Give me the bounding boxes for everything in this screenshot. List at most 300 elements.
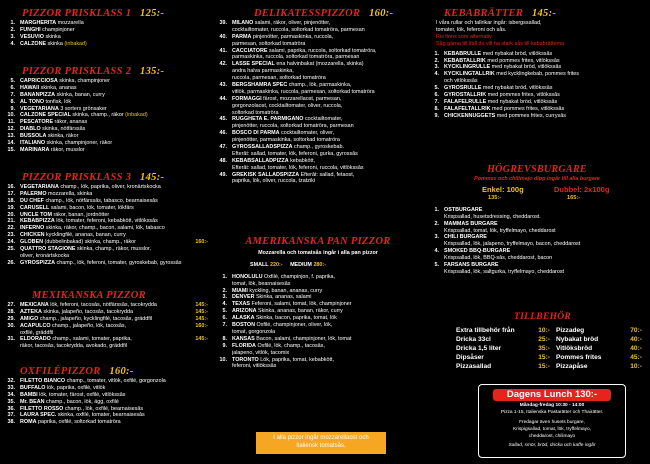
item-name: GREKISK SALLADSPIZZA	[232, 171, 300, 178]
item-number: 7.	[222, 322, 227, 329]
item-text	[20, 302, 212, 309]
item-name: Mr. BEAN	[20, 398, 45, 405]
item-number: 3.	[222, 294, 227, 301]
item-text	[232, 82, 424, 89]
item-desc: champinjoner	[40, 26, 75, 33]
item-desc: Krispsallad, husetsdressing, cheddarost.	[444, 213, 541, 220]
item-text	[20, 218, 212, 225]
menu-item	[0, 78, 212, 85]
item-desc: champ., lök, feferoni, tomater, gyroskebab, gyrossås	[55, 259, 182, 266]
menu-item	[212, 130, 424, 137]
item-name: MARGHERITA	[20, 20, 57, 26]
item-desc: paprika, oxfilé, soltorkad tomatröra	[36, 419, 121, 426]
item-name: MILANO	[232, 20, 254, 26]
item-name: CHICKEN	[20, 232, 45, 239]
item-desc: champ., salami, tomater, paprika,	[50, 336, 132, 343]
menu-item	[212, 274, 424, 281]
item-text	[232, 329, 424, 336]
item-text	[232, 103, 424, 110]
menu-item	[0, 343, 212, 350]
menu-item	[0, 119, 212, 126]
item-desc: kyckling, banan, ananas, curry	[247, 287, 323, 294]
menu-item	[424, 221, 650, 228]
menu-item	[0, 140, 212, 147]
item-name: MIAMI	[232, 287, 248, 294]
menu-item	[0, 99, 212, 106]
item-desc: feferoni, vitlökssås	[232, 363, 277, 370]
item-text	[232, 172, 424, 179]
item-extra: (inbakad)	[64, 40, 87, 47]
item-number: 24.	[7, 239, 15, 246]
kebab-note: Såg gärna till ifall du vill ha stark sås till kebabrätterna	[436, 40, 565, 47]
menu-item	[0, 133, 212, 140]
item-text	[232, 68, 424, 75]
item-text	[232, 363, 424, 370]
menu-item	[0, 378, 212, 385]
item-text	[444, 99, 650, 106]
menu-item	[424, 262, 650, 269]
tillbehor-name: Pizzadeg	[556, 327, 585, 334]
item-desc: räkor, musslor	[49, 146, 85, 153]
item-name: QUATTRO STAGIONE	[20, 246, 76, 253]
item-desc: med pommes frites, vitlökssås	[490, 105, 565, 112]
item-text	[20, 106, 212, 113]
item-number: 34.	[7, 391, 15, 398]
menu-item	[424, 58, 650, 65]
section-oxfile	[0, 366, 212, 426]
title-text: PIZZOR PRISKLASS 3	[22, 172, 132, 183]
item-name: SMOKED BBQ-BURGARE	[444, 248, 511, 255]
item-number: 15.	[7, 146, 15, 153]
menu-item	[0, 112, 212, 119]
item-text	[232, 274, 424, 281]
item-desc: skinka, nötfärssås	[40, 126, 86, 133]
item-desc: skinka	[43, 33, 61, 40]
item-text	[20, 406, 212, 413]
item-desc: parmaskinka, ruccola, soltorkad tomatröra, parmesan	[232, 54, 360, 61]
menu-item	[212, 96, 424, 103]
section-tillbehor	[424, 312, 650, 372]
title-text: PIZZOR PRISKLASS 2	[22, 66, 132, 77]
menu-item	[0, 419, 212, 426]
menu-item	[212, 178, 424, 185]
item-number: 6.	[434, 91, 439, 98]
item-desc: skinka, ananas	[39, 84, 77, 91]
item-desc: champ., lök, nötfärssås, tabasco, bearnaisesås	[43, 197, 158, 204]
item-name: BANANPIZZA	[20, 91, 56, 98]
item-name: AL TONO	[20, 98, 45, 105]
title-text: DELIKATESSPIZZOR	[254, 8, 361, 19]
item-desc: kycklingfilé, ananas, banan, curry	[44, 232, 126, 239]
item-text	[232, 48, 424, 55]
item-list	[0, 78, 212, 154]
item-text	[20, 205, 212, 212]
item-text	[20, 412, 212, 419]
item-text	[232, 89, 424, 96]
menu-item	[212, 48, 424, 55]
item-desc: skinka, räkor	[46, 133, 79, 140]
item-desc: mozzarella	[56, 20, 84, 26]
item-name: CALZONE	[20, 40, 47, 47]
tillbehor-price: 40:-	[630, 345, 642, 352]
item-text	[232, 34, 424, 41]
item-desc: med nybakat bröd, vitlökssås	[490, 64, 562, 71]
menu-item	[424, 228, 650, 235]
item-text	[232, 20, 424, 27]
item-desc: 3 sorters grönsaker	[58, 105, 107, 112]
item-desc: Oxfilé, champinjoner, oliver, lök,	[254, 322, 333, 329]
item-name: GYROSTALLRIK	[444, 91, 487, 98]
item-name: MARINARA	[20, 146, 50, 153]
menu-item	[0, 34, 212, 41]
tillbehor-price: 10:-	[630, 363, 642, 370]
menu-item	[0, 302, 212, 309]
item-number: 2.	[434, 220, 439, 227]
item-desc: skinka, champ., räkor, musslor,	[75, 246, 152, 253]
tillbehor-item	[456, 344, 556, 353]
item-desc: skinka, räkor, champ., bacon, salami, lök, tabasco	[44, 225, 165, 232]
item-text	[20, 378, 212, 385]
item-name: OSTBURGARE	[444, 206, 483, 213]
menu-item	[0, 20, 212, 27]
menu-item	[212, 281, 424, 288]
menu-item	[0, 205, 212, 212]
item-text	[232, 130, 424, 137]
menu-item	[212, 363, 424, 370]
item-name: BAMBI	[20, 391, 38, 398]
item-desc: tomat, gorgonzola	[232, 328, 276, 335]
item-desc: Oxfilé, lök, champ., tacosås,	[255, 342, 325, 349]
tillbehor-price: 35:-	[538, 345, 550, 352]
lunch-hours: Måndag-fredag 10:30 - 14:00	[519, 403, 585, 408]
menu-item	[212, 158, 424, 165]
item-desc: lök, tomater, feferoni, kebabkött, vitlökssås	[54, 218, 158, 225]
menu-item	[212, 68, 424, 75]
item-list	[0, 20, 212, 48]
item-number: 12.	[7, 126, 15, 133]
item-list	[0, 302, 212, 350]
item-name: GYROSRULLE	[444, 85, 482, 92]
menu-item	[0, 399, 212, 406]
title-text: HÖGREVSBURGARE	[487, 164, 587, 175]
item-number: 29.	[7, 315, 15, 322]
title-text: KEBABRÄTTER	[444, 8, 524, 19]
menu-item	[0, 106, 212, 113]
item-name: BUFFALO	[20, 384, 46, 391]
item-text	[232, 343, 424, 350]
menu-item	[0, 218, 212, 225]
lunch-box	[478, 384, 626, 458]
item-number: 20.	[7, 211, 15, 218]
tillbehor-name: Nybakat bröd	[556, 336, 599, 343]
item-name: ROMA	[20, 419, 37, 426]
tillbehor-item	[456, 335, 556, 344]
burger-subtitle: Pommes och chilimajo dipp ingår till alla burgare	[474, 176, 600, 182]
item-number: 19.	[7, 204, 15, 211]
item-desc: ruccola, parmesan, soltorkad tomatröra	[232, 75, 326, 82]
menu-item	[0, 184, 212, 191]
kebab-note: I våra rullar och tallrikar ingår: isbergssallad,	[436, 20, 542, 26]
tillbehor-item	[456, 362, 556, 371]
item-name: PESCATORE	[20, 119, 54, 126]
item-text	[20, 419, 212, 426]
section-mexikanska	[0, 290, 212, 350]
item-desc: parmesan, soltorkad tomatröra	[232, 40, 306, 47]
item-desc: pinjenötter, parmaskinka, soltorkad tomatröra	[232, 137, 340, 144]
item-number: 4.	[434, 248, 439, 255]
section-pizza-prisklass-3	[0, 172, 212, 267]
menu-item	[212, 165, 424, 172]
tillbehor-item	[556, 326, 648, 335]
menu-item	[212, 41, 424, 48]
menu-item	[0, 232, 212, 239]
menu-item	[0, 126, 212, 133]
item-text	[20, 27, 212, 34]
menu-item	[0, 246, 212, 253]
item-number: 2.	[222, 287, 227, 294]
item-name: DIABLO	[20, 126, 41, 133]
item-name: MEXICANA	[20, 302, 49, 308]
menu-item	[424, 92, 650, 99]
item-text	[444, 71, 650, 78]
item-text	[232, 151, 424, 158]
item-text	[232, 158, 424, 165]
section-kebab	[424, 8, 650, 120]
item-desc: Feferoni, salami, tomat, lök, champinjoner	[249, 301, 352, 308]
tillbehor-name: Extra tillbehör från	[456, 327, 515, 334]
item-number: 21.	[7, 218, 15, 225]
lunch-line: cheddarost, chilimayo	[528, 433, 576, 439]
item-number: 5.	[222, 308, 227, 315]
item-name: KEBABSALLADPIZZA	[232, 157, 289, 164]
menu-item	[212, 144, 424, 151]
item-number: 26.	[7, 259, 15, 266]
tillbehor-item	[556, 335, 648, 344]
tillbehor-item	[456, 353, 556, 362]
item-text	[20, 184, 212, 191]
title-text: TILLBEHÖR	[514, 312, 572, 322]
item-desc: Krispsallad, tomat, lök, tryffelmayo, cheddarost	[444, 227, 556, 234]
item-number: 5.	[434, 262, 439, 269]
menu-item	[0, 212, 212, 219]
item-text	[20, 392, 212, 399]
menu-item	[212, 151, 424, 158]
item-desc: Efteråt: sallad, tomater, lök, feferoni, gurka, gyrossås	[232, 150, 358, 157]
item-number: 3.	[434, 234, 439, 241]
item-number: 16.	[7, 184, 15, 190]
item-text	[20, 343, 212, 350]
item-desc: med pommes frites, vitlökssås	[485, 57, 560, 64]
item-number: 27.	[7, 302, 15, 308]
item-desc: Oxfilé, champinjon, f. paprika,	[262, 273, 336, 280]
item-desc: lök, paprika, oxfilé, vitlök	[45, 384, 106, 391]
menu-item	[0, 85, 212, 92]
item-text	[232, 75, 424, 82]
menu-item	[0, 27, 212, 34]
kebab-note: Ris finns som alternativ	[436, 33, 492, 40]
item-name: KEBABRULLE	[444, 50, 482, 57]
item-desc: vitlök, parmaskinka, ruccola, parmesan, soltorkad tomatröra	[232, 88, 375, 95]
mozzarella-note: I alla pizzor ingår mozzarellaost och italiensk tomatsås.	[273, 435, 369, 449]
medium-price: 280:-	[313, 261, 327, 268]
tillbehor-name: Pizzasallad	[456, 363, 492, 370]
tillbehor-name: Dricka 1,5 liter	[456, 345, 502, 352]
item-number: 11.	[7, 119, 15, 126]
item-number: 47.	[219, 144, 227, 151]
menu-item	[212, 20, 424, 27]
item-text	[444, 85, 650, 92]
item-text	[20, 198, 212, 205]
item-text	[444, 58, 650, 65]
item-name: KANSAS	[232, 335, 255, 342]
item-text	[20, 212, 212, 219]
menu-item	[212, 34, 424, 41]
item-text	[232, 315, 424, 322]
item-number: 5.	[10, 78, 15, 84]
item-name: PARMA	[232, 33, 252, 40]
item-desc: färost, mozzarellaost, parmesan,	[261, 95, 342, 102]
item-name: CAPRICCIOSA	[20, 78, 58, 84]
tillbehor-item	[556, 353, 648, 362]
item-number: 31.	[7, 336, 15, 343]
item-desc: (dubbelinbakad) skinka, champ., räkor	[43, 239, 136, 246]
menu-item	[424, 71, 650, 78]
item-desc: Krispsallad, lök, jalapeno, tryffelmayo, bacon, cheddarost	[444, 241, 581, 248]
item-name: VEGETARIANA	[20, 105, 59, 112]
item-text	[232, 281, 424, 288]
menu-item	[212, 123, 424, 130]
pan-subtitle: Mozzarella och tomatsås ingår i alla pan pizzor	[258, 250, 378, 256]
item-number: 42.	[219, 61, 227, 68]
item-number: 6.	[222, 315, 227, 322]
item-text	[20, 85, 212, 92]
menu-item	[0, 253, 212, 260]
item-desc: andra halva parmaskinka,	[232, 68, 294, 75]
item-name: AMIGO	[20, 315, 39, 322]
item-desc: skinka, champinjoner, räkor	[45, 140, 113, 147]
item-text	[20, 20, 212, 27]
item-desc: ena halvinbakat (mozzarella, skinka)	[274, 61, 364, 68]
item-name: FARSANS BURGARE	[444, 262, 499, 269]
section-price: 145:-	[140, 172, 165, 183]
item-text	[20, 309, 212, 316]
item-text	[232, 41, 424, 48]
section-price: 145:-	[531, 8, 557, 19]
dubbel-price: 165:-	[567, 194, 581, 201]
item-name: BOSCO DI PARMA	[232, 130, 280, 137]
item-price: 160:-	[195, 322, 208, 329]
item-text	[444, 78, 650, 85]
tillbehor-price: 10:-	[538, 327, 550, 334]
section-burger	[424, 164, 650, 276]
menu-item	[212, 308, 424, 315]
item-number: 38.	[7, 419, 15, 426]
item-name: FALAFELTALLRIK	[444, 105, 491, 112]
item-name: CALZONE SPECIAL	[20, 112, 71, 119]
item-price: 145:-	[195, 336, 208, 343]
tillbehor-grid	[424, 326, 650, 372]
lunch-line: Sallad, smör, bröd, dricka och kaffe ingår	[508, 442, 596, 448]
item-number: 2.	[434, 57, 439, 64]
tillbehor-price: 15:-	[538, 354, 550, 361]
item-text	[232, 110, 424, 117]
menu-item	[0, 330, 212, 337]
item-number: 32.	[7, 378, 15, 384]
item-name: FILETTO BIANCO	[20, 378, 66, 384]
menu-item	[424, 113, 650, 120]
item-name: FILETTO ROSSO	[20, 405, 64, 412]
item-text	[20, 399, 212, 406]
tillbehor-item	[556, 344, 648, 353]
item-extra: (inbakad)	[125, 112, 148, 119]
item-name: KEBABPIZZA	[20, 218, 55, 225]
menu-item	[212, 357, 424, 364]
small-label: SMALL	[250, 261, 269, 268]
menu-item	[212, 116, 424, 123]
item-list	[212, 20, 424, 185]
item-list	[424, 207, 650, 276]
item-name: CHICKENNUGGETS	[444, 112, 496, 119]
lunch-title: Dagens Lunch 130:-	[493, 389, 611, 401]
item-name: VESUVIO	[20, 33, 44, 40]
item-desc: skinka, champinjoner	[57, 78, 110, 84]
item-number: 2.	[10, 26, 15, 33]
menu-item	[0, 92, 212, 99]
item-number: 4.	[10, 40, 15, 47]
item-number: 13.	[7, 133, 15, 140]
item-number: 8.	[222, 335, 227, 342]
item-text	[20, 112, 212, 119]
item-desc: oliver, kronärtskocka	[20, 252, 70, 259]
item-desc: lök, feferoni, tacosås, nötfärssås, tacokrydda	[48, 302, 157, 308]
menu-item	[212, 110, 424, 117]
item-number: 1.	[10, 20, 15, 26]
item-name: BOSTON	[232, 322, 255, 329]
tillbehor-left	[456, 326, 556, 371]
item-number: 3.	[10, 33, 15, 40]
item-desc: med nybakat bröd, vitlökssås	[481, 50, 553, 57]
menu-item	[0, 225, 212, 232]
item-desc: oxfilé, gräddfil	[20, 329, 54, 336]
kebab-notes	[424, 20, 650, 48]
section-title	[424, 8, 650, 19]
item-name: FLORIDA	[232, 342, 256, 349]
menu-item	[212, 350, 424, 357]
tillbehor-name: Vitlöksbröd	[556, 345, 593, 352]
tillbehor-price: 70:-	[630, 327, 642, 334]
item-desc: räkor, tacosås, tacokrydda, avokado, gräddfil	[20, 343, 127, 350]
item-list	[0, 378, 212, 426]
tillbehor-name: Dipsåser	[456, 354, 484, 361]
item-name: GYROSSALLADSPIZZA	[232, 144, 293, 151]
item-desc: champ., jalapeño, lök, tacosås,	[50, 322, 127, 329]
menu-item	[424, 248, 650, 255]
burger-sizes	[424, 185, 650, 205]
tillbehor-name: Dricka 33cl	[456, 336, 491, 343]
menu-item	[212, 89, 424, 96]
item-desc: med nybakat bröd, vitlökssås	[481, 85, 553, 92]
menu-item	[0, 406, 212, 413]
menu-item	[212, 137, 424, 144]
menu-item	[0, 412, 212, 419]
item-desc: salami, räkor, oliver, pinjenötter,	[253, 20, 331, 26]
item-desc: Skinka, ananas, salami	[254, 294, 312, 301]
small-price: 220:-	[269, 261, 283, 268]
menu-item	[0, 392, 212, 399]
menu-item	[424, 106, 650, 113]
item-desc: skinka, oxfilé, tomater, bearnaisesås	[56, 412, 145, 419]
item-desc: Krispsallad, lök, BBQ-sås, cheddarost, bacon	[444, 255, 553, 262]
